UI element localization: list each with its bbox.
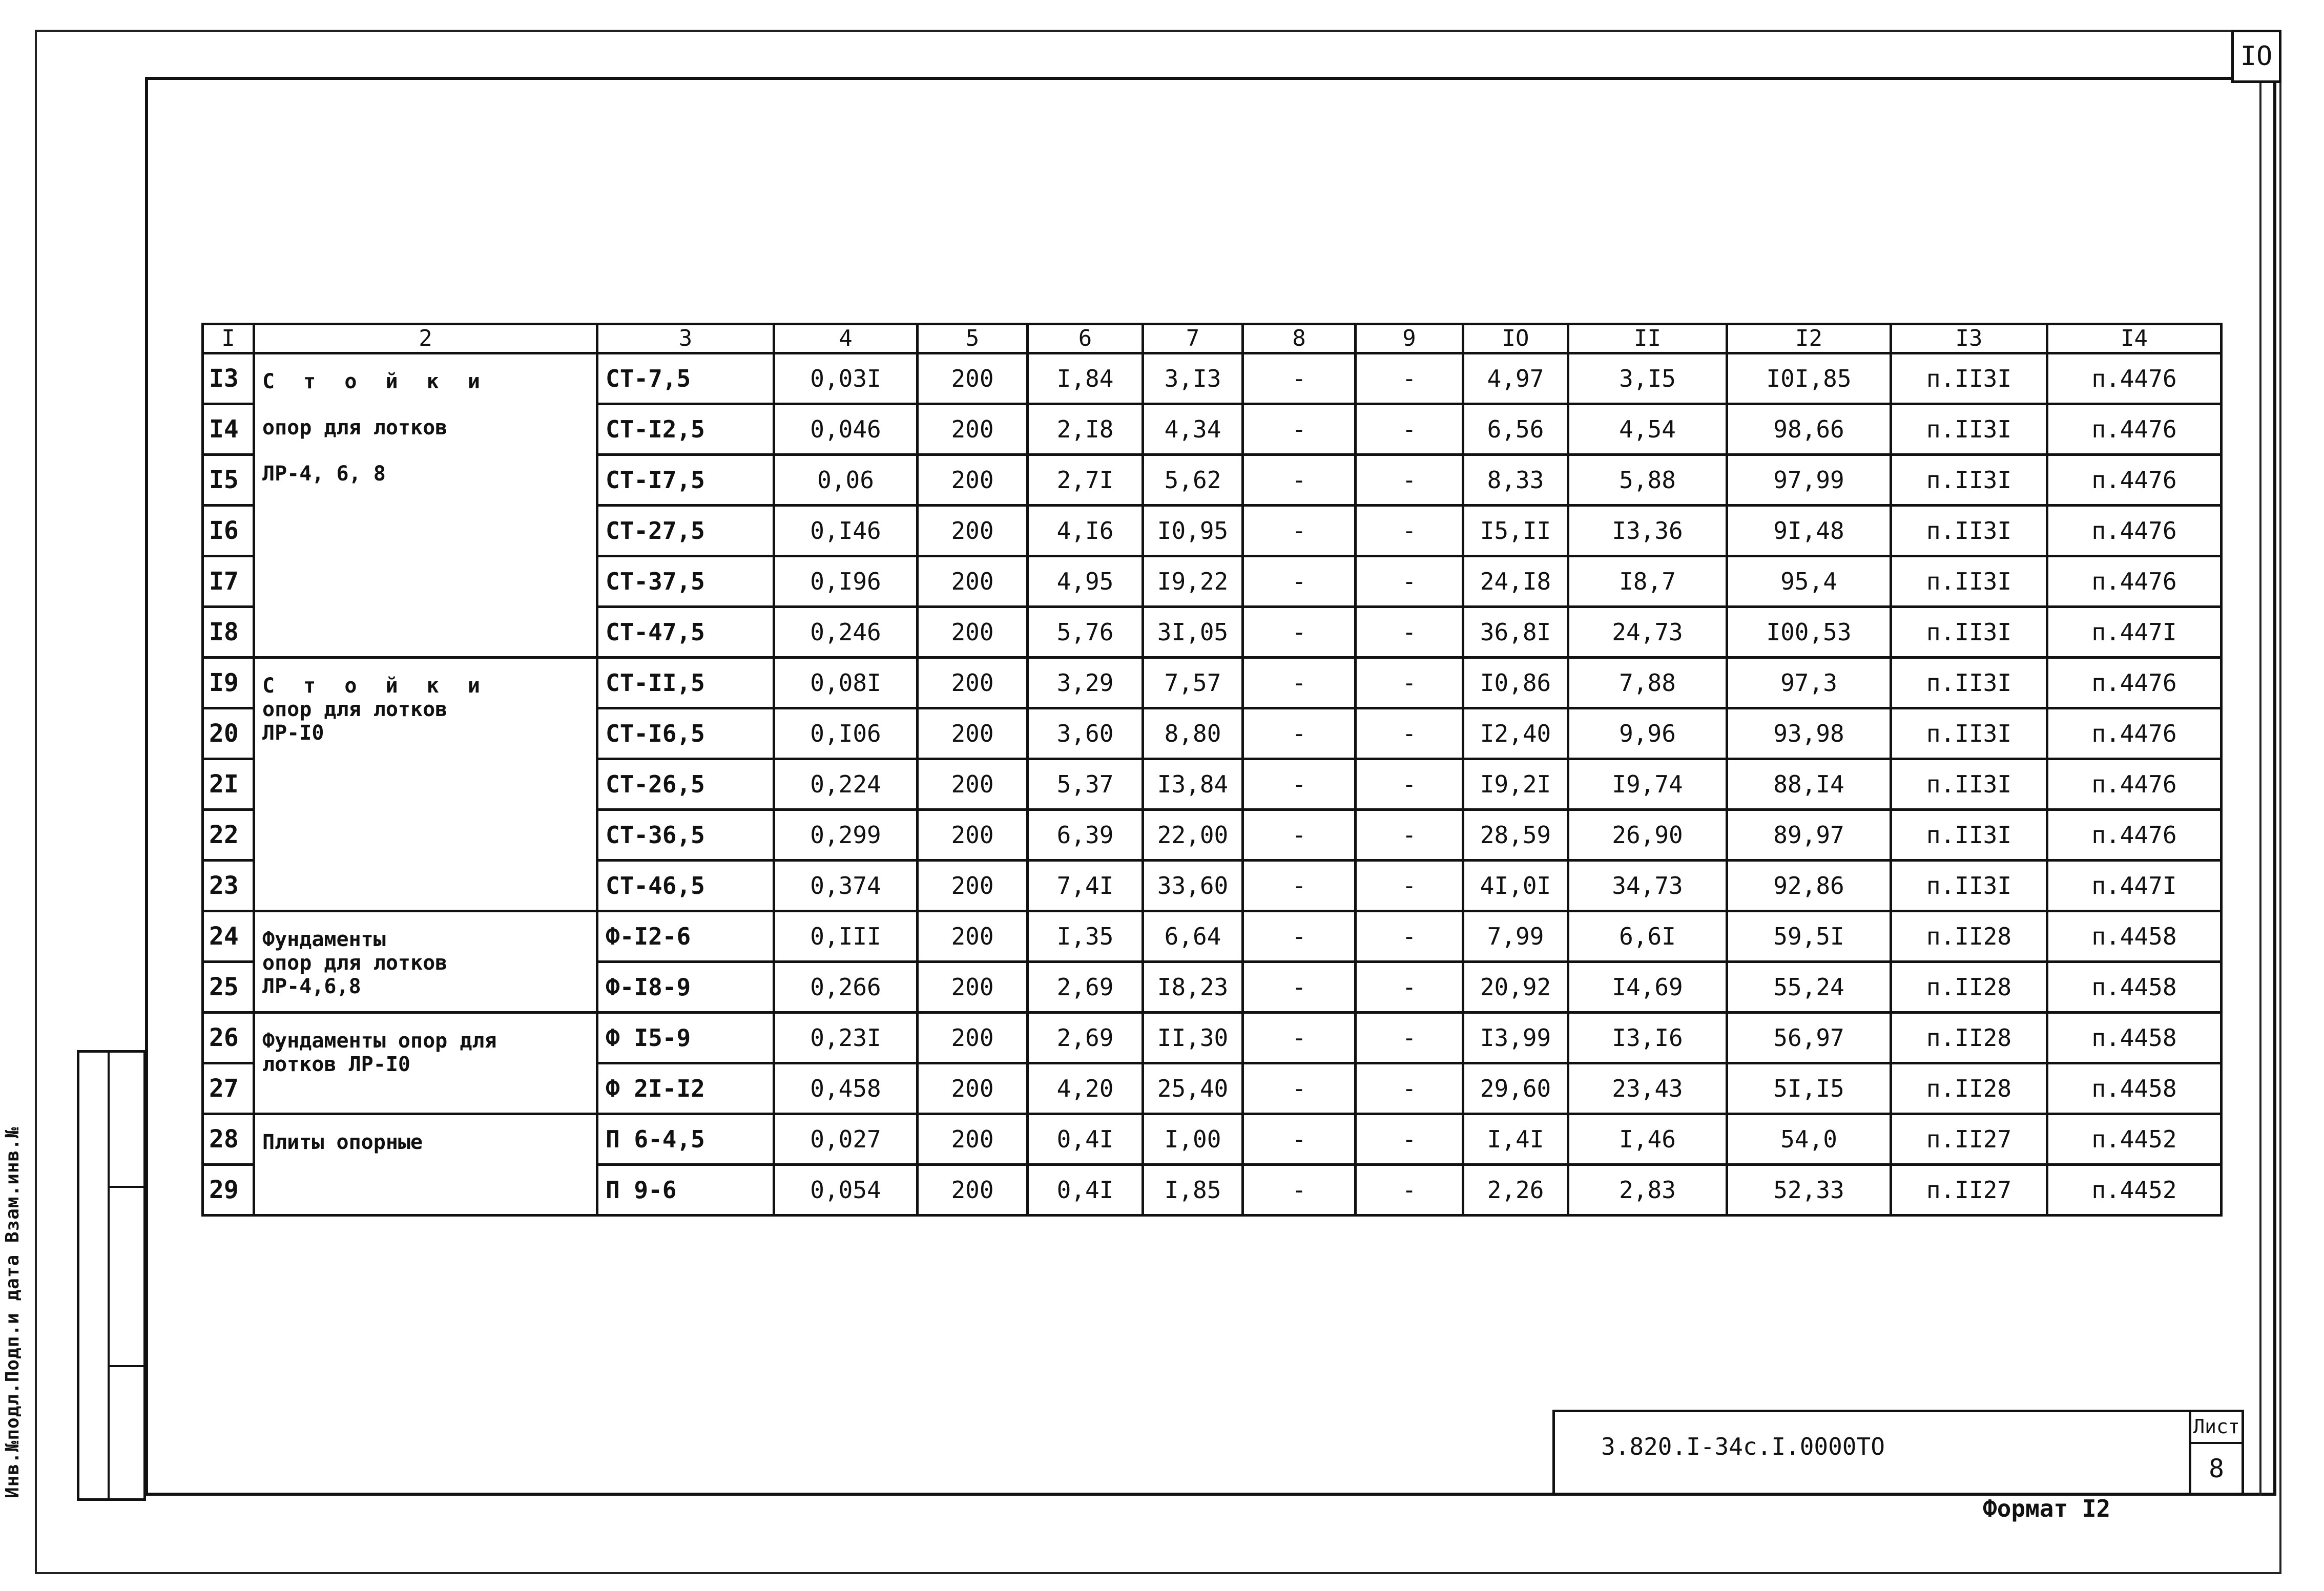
column-header: 8 (1243, 324, 1356, 353)
row-number: I8 (203, 607, 254, 658)
column-header: 2 (254, 324, 597, 353)
table-cell: I3,36 (1568, 506, 1727, 556)
table-cell: 0,06 (774, 455, 918, 506)
format-label: Формат I2 (1983, 1495, 2111, 1522)
table-cell: 36,8I (1463, 607, 1568, 658)
table-cell: 0,299 (774, 810, 918, 861)
table-cell: 23,43 (1568, 1063, 1727, 1114)
table-cell: - (1356, 1063, 1463, 1114)
row-number: 27 (203, 1063, 254, 1114)
column-header: I4 (2047, 324, 2222, 353)
table-cell: 200 (918, 506, 1028, 556)
table-cell: п.II28 (1891, 1063, 2047, 1114)
table-cell: 0,III (774, 911, 918, 962)
table-cell: - (1356, 962, 1463, 1013)
table-cell: 2,69 (1028, 962, 1143, 1013)
table-cell: - (1243, 708, 1356, 759)
description-line: С т о й к и (262, 674, 488, 698)
item-mark: СТ-36,5 (597, 810, 774, 861)
row-number: 28 (203, 1114, 254, 1165)
table-cell: 59,5I (1727, 911, 1891, 962)
item-mark: СТ-37,5 (597, 556, 774, 607)
row-number: I7 (203, 556, 254, 607)
table-cell: I9,74 (1568, 759, 1727, 810)
table-cell: 4,I6 (1028, 506, 1143, 556)
table-cell: 24,73 (1568, 607, 1727, 658)
column-header: 9 (1356, 324, 1463, 353)
sheet-box (2189, 1410, 2244, 1496)
table-cell: I4,69 (1568, 962, 1727, 1013)
table-cell: 2,83 (1568, 1165, 1727, 1216)
row-number: 24 (203, 911, 254, 962)
table-cell: 200 (918, 861, 1028, 911)
table-cell: 0,I96 (774, 556, 918, 607)
table-cell: II,30 (1143, 1013, 1243, 1063)
table-cell: I8,7 (1568, 556, 1727, 607)
table-cell: I,35 (1028, 911, 1143, 962)
side-stamp-divider (108, 1365, 143, 1367)
description-line: С т о й к и (262, 370, 488, 393)
table-cell: п.4476 (2047, 810, 2222, 861)
group-description (254, 1013, 597, 1114)
table-cell: 0,03I (774, 353, 918, 404)
table-cell: I8,23 (1143, 962, 1243, 1013)
table-cell: 20,92 (1463, 962, 1568, 1013)
side-stamp-text: Инв.№подл.Подп.и дата Взам.инв.№ (2, 1126, 23, 1498)
table-cell: п.4476 (2047, 506, 2222, 556)
table-cell: 200 (918, 1114, 1028, 1165)
table-cell: 89,97 (1727, 810, 1891, 861)
column-header: I3 (1891, 324, 2047, 353)
table-cell: 97,99 (1727, 455, 1891, 506)
table-cell: 2,I8 (1028, 404, 1143, 455)
table-cell: п.4458 (2047, 1063, 2222, 1114)
row-number: 23 (203, 861, 254, 911)
table-cell: - (1356, 861, 1463, 911)
table-cell: 55,24 (1727, 962, 1891, 1013)
table-cell: - (1243, 556, 1356, 607)
column-header: 7 (1143, 324, 1243, 353)
table-cell: I2,40 (1463, 708, 1568, 759)
group-description (254, 1114, 597, 1216)
table-cell: 0,I46 (774, 506, 918, 556)
table-cell: 3,29 (1028, 658, 1143, 708)
side-stamp-label-column (79, 1053, 110, 1498)
table-cell: I,00 (1143, 1114, 1243, 1165)
table-cell: п.II28 (1891, 911, 2047, 962)
table-cell: - (1356, 455, 1463, 506)
table-cell: 7,57 (1143, 658, 1243, 708)
table-cell: п.II3I (1891, 607, 2047, 658)
table-cell: 5,88 (1568, 455, 1727, 506)
item-mark: СТ-7,5 (597, 353, 774, 404)
table-cell: п.4476 (2047, 404, 2222, 455)
table-cell: 6,64 (1143, 911, 1243, 962)
row-number: I5 (203, 455, 254, 506)
table-cell: - (1243, 1114, 1356, 1165)
table-cell: 0,4I (1028, 1114, 1143, 1165)
column-header: II (1568, 324, 1727, 353)
table-cell: п.II3I (1891, 759, 2047, 810)
table-cell: I,84 (1028, 353, 1143, 404)
table-cell: 92,86 (1727, 861, 1891, 911)
table-cell: I3,I6 (1568, 1013, 1727, 1063)
table-cell: 200 (918, 607, 1028, 658)
table-cell: 4,34 (1143, 404, 1243, 455)
description-line: опор для лотков (262, 416, 448, 439)
table-cell: I9,22 (1143, 556, 1243, 607)
table-cell: п.II28 (1891, 1013, 2047, 1063)
table-cell: п.4476 (2047, 556, 2222, 607)
description-line: лотков ЛР-I0 (262, 1053, 410, 1076)
table-cell: 3,I5 (1568, 353, 1727, 404)
table-cell: 28,59 (1463, 810, 1568, 861)
table-cell: - (1356, 607, 1463, 658)
table-cell: - (1356, 1013, 1463, 1063)
table-cell: I5,II (1463, 506, 1568, 556)
table-cell: - (1243, 1165, 1356, 1216)
table-cell: - (1356, 810, 1463, 861)
column-header: IO (1463, 324, 1568, 353)
table-cell: 0,224 (774, 759, 918, 810)
table-cell: I,4I (1463, 1114, 1568, 1165)
table-cell: - (1356, 404, 1463, 455)
table-cell: I0,86 (1463, 658, 1568, 708)
item-mark: СТ-I2,5 (597, 404, 774, 455)
column-header: I (203, 324, 254, 353)
table-cell: I3,84 (1143, 759, 1243, 810)
table-cell: п.4452 (2047, 1114, 2222, 1165)
group-description (254, 353, 597, 658)
table-cell: п.II3I (1891, 658, 2047, 708)
table-cell: - (1243, 962, 1356, 1013)
table-cell: 200 (918, 1063, 1028, 1114)
table-cell: I,46 (1568, 1114, 1727, 1165)
table-cell: - (1356, 353, 1463, 404)
group-description (254, 658, 597, 911)
page-number-box (2231, 30, 2281, 83)
page-number: IO (2240, 41, 2273, 72)
table-cell: - (1356, 911, 1463, 962)
table-cell: 8,80 (1143, 708, 1243, 759)
table-cell: 8,33 (1463, 455, 1568, 506)
item-mark: Ф I5-9 (597, 1013, 774, 1063)
table-cell: п.4458 (2047, 962, 2222, 1013)
table-cell: I3,99 (1463, 1013, 1568, 1063)
table-cell: 24,I8 (1463, 556, 1568, 607)
table-cell: п.447I (2047, 861, 2222, 911)
description-line: опор для лотков (262, 698, 448, 721)
group-description (254, 911, 597, 1013)
table-cell: - (1243, 658, 1356, 708)
row-number: I9 (203, 658, 254, 708)
table-cell: I,85 (1143, 1165, 1243, 1216)
table-cell: 34,73 (1568, 861, 1727, 911)
table-cell: 2,69 (1028, 1013, 1143, 1063)
description-line: ЛР-4,6,8 (262, 975, 361, 998)
table-row (203, 1013, 2222, 1063)
table-cell: 93,98 (1727, 708, 1891, 759)
table-row (203, 353, 2222, 404)
side-stamp (77, 1050, 146, 1501)
item-mark: Ф-I2-6 (597, 911, 774, 962)
table-cell: 4,54 (1568, 404, 1727, 455)
table-cell: п.4476 (2047, 353, 2222, 404)
item-mark: СТ-46,5 (597, 861, 774, 911)
table-cell: 6,56 (1463, 404, 1568, 455)
table-cell: 7,99 (1463, 911, 1568, 962)
table-cell: I0I,85 (1727, 353, 1891, 404)
table-cell: 200 (918, 810, 1028, 861)
table-body (203, 324, 2222, 1216)
table-cell: п.II3I (1891, 455, 2047, 506)
table-cell: 5,37 (1028, 759, 1143, 810)
table-cell: п.4476 (2047, 708, 2222, 759)
table-cell: - (1356, 506, 1463, 556)
table-cell: п.4476 (2047, 658, 2222, 708)
table-cell: 3I,05 (1143, 607, 1243, 658)
column-header: 5 (918, 324, 1028, 353)
table-cell: 0,458 (774, 1063, 918, 1114)
table-cell: 95,4 (1727, 556, 1891, 607)
table-cell: - (1243, 506, 1356, 556)
table-cell: - (1243, 759, 1356, 810)
table-cell: 97,3 (1727, 658, 1891, 708)
table-cell: - (1243, 1013, 1356, 1063)
table-cell: п.4476 (2047, 759, 2222, 810)
table-cell: 4,20 (1028, 1063, 1143, 1114)
item-mark: Ф-I8-9 (597, 962, 774, 1013)
table-cell: - (1243, 911, 1356, 962)
item-mark: П 6-4,5 (597, 1114, 774, 1165)
table-cell: 0,08I (774, 658, 918, 708)
table-cell: - (1356, 759, 1463, 810)
table-cell: 200 (918, 1013, 1028, 1063)
table-cell: 5I,I5 (1727, 1063, 1891, 1114)
table-cell: 56,97 (1727, 1013, 1891, 1063)
table-cell: 200 (918, 708, 1028, 759)
table-cell: 7,88 (1568, 658, 1727, 708)
title-block (1552, 1410, 2244, 1496)
table-cell: 54,0 (1727, 1114, 1891, 1165)
table-cell: - (1243, 455, 1356, 506)
item-mark: СТ-I6,5 (597, 708, 774, 759)
table-cell: 200 (918, 353, 1028, 404)
frame-right-rule (2259, 77, 2261, 1496)
table-cell: 2,26 (1463, 1165, 1568, 1216)
table-cell: 0,4I (1028, 1165, 1143, 1216)
table-cell: 0,23I (774, 1013, 918, 1063)
item-mark: СТ-I7,5 (597, 455, 774, 506)
table-cell: I00,53 (1727, 607, 1891, 658)
description-line: ЛР-I0 (262, 721, 324, 745)
table-cell: - (1243, 1063, 1356, 1114)
specification-table (201, 323, 2223, 1217)
row-number: 26 (203, 1013, 254, 1063)
item-mark: СТ-47,5 (597, 607, 774, 658)
table-cell: п.II3I (1891, 404, 2047, 455)
table-cell: 4I,0I (1463, 861, 1568, 911)
table-cell: - (1356, 1114, 1463, 1165)
table-cell: п.447I (2047, 607, 2222, 658)
side-stamp-divider (108, 1186, 143, 1188)
table-cell: - (1243, 810, 1356, 861)
table-cell: 3,60 (1028, 708, 1143, 759)
table-cell: п.4458 (2047, 1013, 2222, 1063)
item-mark: СТ-26,5 (597, 759, 774, 810)
column-header: I2 (1727, 324, 1891, 353)
table-cell: 5,62 (1143, 455, 1243, 506)
table-cell: п.4476 (2047, 455, 2222, 506)
table-cell: 200 (918, 759, 1028, 810)
table-cell: - (1243, 353, 1356, 404)
table-cell: 0,I06 (774, 708, 918, 759)
table-cell: 0,046 (774, 404, 918, 455)
table-cell: п.II3I (1891, 861, 2047, 911)
table-cell: 6,39 (1028, 810, 1143, 861)
table-cell: 200 (918, 404, 1028, 455)
column-header: 3 (597, 324, 774, 353)
table-cell: - (1356, 1165, 1463, 1216)
table-row (203, 658, 2222, 708)
header-row (203, 324, 2222, 353)
table-cell: 3,I3 (1143, 353, 1243, 404)
row-number: 22 (203, 810, 254, 861)
table-cell: 200 (918, 1165, 1028, 1216)
table-cell: п.II27 (1891, 1114, 2047, 1165)
row-number: 29 (203, 1165, 254, 1216)
row-number: 2I (203, 759, 254, 810)
table-cell: 6,6I (1568, 911, 1727, 962)
table-cell: 9I,48 (1727, 506, 1891, 556)
table-cell: п.II3I (1891, 810, 2047, 861)
table-cell: 0,027 (774, 1114, 918, 1165)
column-header: 4 (774, 324, 918, 353)
item-mark: СТ-27,5 (597, 506, 774, 556)
description-line: Фундаменты (262, 928, 386, 951)
table-cell: 0,246 (774, 607, 918, 658)
table-cell: п.II3I (1891, 708, 2047, 759)
table-cell: 200 (918, 556, 1028, 607)
table-cell: п.II3I (1891, 506, 2047, 556)
description-line: ЛР-4, 6, 8 (262, 462, 386, 486)
row-number: 25 (203, 962, 254, 1013)
table-cell: - (1356, 708, 1463, 759)
table-cell: 200 (918, 911, 1028, 962)
table-cell: - (1243, 607, 1356, 658)
description-line: Плиты опорные (262, 1131, 423, 1154)
table-cell: I9,2I (1463, 759, 1568, 810)
sheet-number: 8 (2208, 1454, 2225, 1483)
document-code: 3.820.I-34с.I.0000ТО (1601, 1433, 1885, 1460)
row-number: 20 (203, 708, 254, 759)
table-cell: 200 (918, 962, 1028, 1013)
table-row (203, 911, 2222, 962)
table-cell: 26,90 (1568, 810, 1727, 861)
table-cell: 29,60 (1463, 1063, 1568, 1114)
table-cell: I0,95 (1143, 506, 1243, 556)
table-cell: 200 (918, 658, 1028, 708)
table-cell: 98,66 (1727, 404, 1891, 455)
table-cell: п.4458 (2047, 911, 2222, 962)
table-cell: - (1243, 404, 1356, 455)
table-cell: - (1356, 658, 1463, 708)
table-cell: п.II27 (1891, 1165, 2047, 1216)
table-row (203, 1114, 2222, 1165)
table-cell: п.4452 (2047, 1165, 2222, 1216)
table-cell: 2,7I (1028, 455, 1143, 506)
table-cell: 7,4I (1028, 861, 1143, 911)
row-number: I6 (203, 506, 254, 556)
sheet-label: Лист (2191, 1412, 2242, 1444)
table-cell: 4,97 (1463, 353, 1568, 404)
table-cell: - (1356, 556, 1463, 607)
row-number: I4 (203, 404, 254, 455)
table-cell: п.II28 (1891, 962, 2047, 1013)
table-cell: 4,95 (1028, 556, 1143, 607)
description-line: Фундаменты опор для (262, 1029, 497, 1053)
description-line: опор для лотков (262, 951, 448, 975)
row-number: I3 (203, 353, 254, 404)
table-cell: 9,96 (1568, 708, 1727, 759)
table-cell: 0,266 (774, 962, 918, 1013)
table-cell: 52,33 (1727, 1165, 1891, 1216)
item-mark: П 9-6 (597, 1165, 774, 1216)
item-mark: СТ-II,5 (597, 658, 774, 708)
table-cell: 88,I4 (1727, 759, 1891, 810)
table-cell: п.II3I (1891, 353, 2047, 404)
column-header: 6 (1028, 324, 1143, 353)
table-cell: 0,374 (774, 861, 918, 911)
table-cell: 200 (918, 455, 1028, 506)
table-cell: - (1243, 861, 1356, 911)
table-cell: п.II3I (1891, 556, 2047, 607)
table-cell: 25,40 (1143, 1063, 1243, 1114)
table-cell: 22,00 (1143, 810, 1243, 861)
table-cell: 5,76 (1028, 607, 1143, 658)
item-mark: Ф 2I-I2 (597, 1063, 774, 1114)
table-cell: 33,60 (1143, 861, 1243, 911)
table-cell: 0,054 (774, 1165, 918, 1216)
